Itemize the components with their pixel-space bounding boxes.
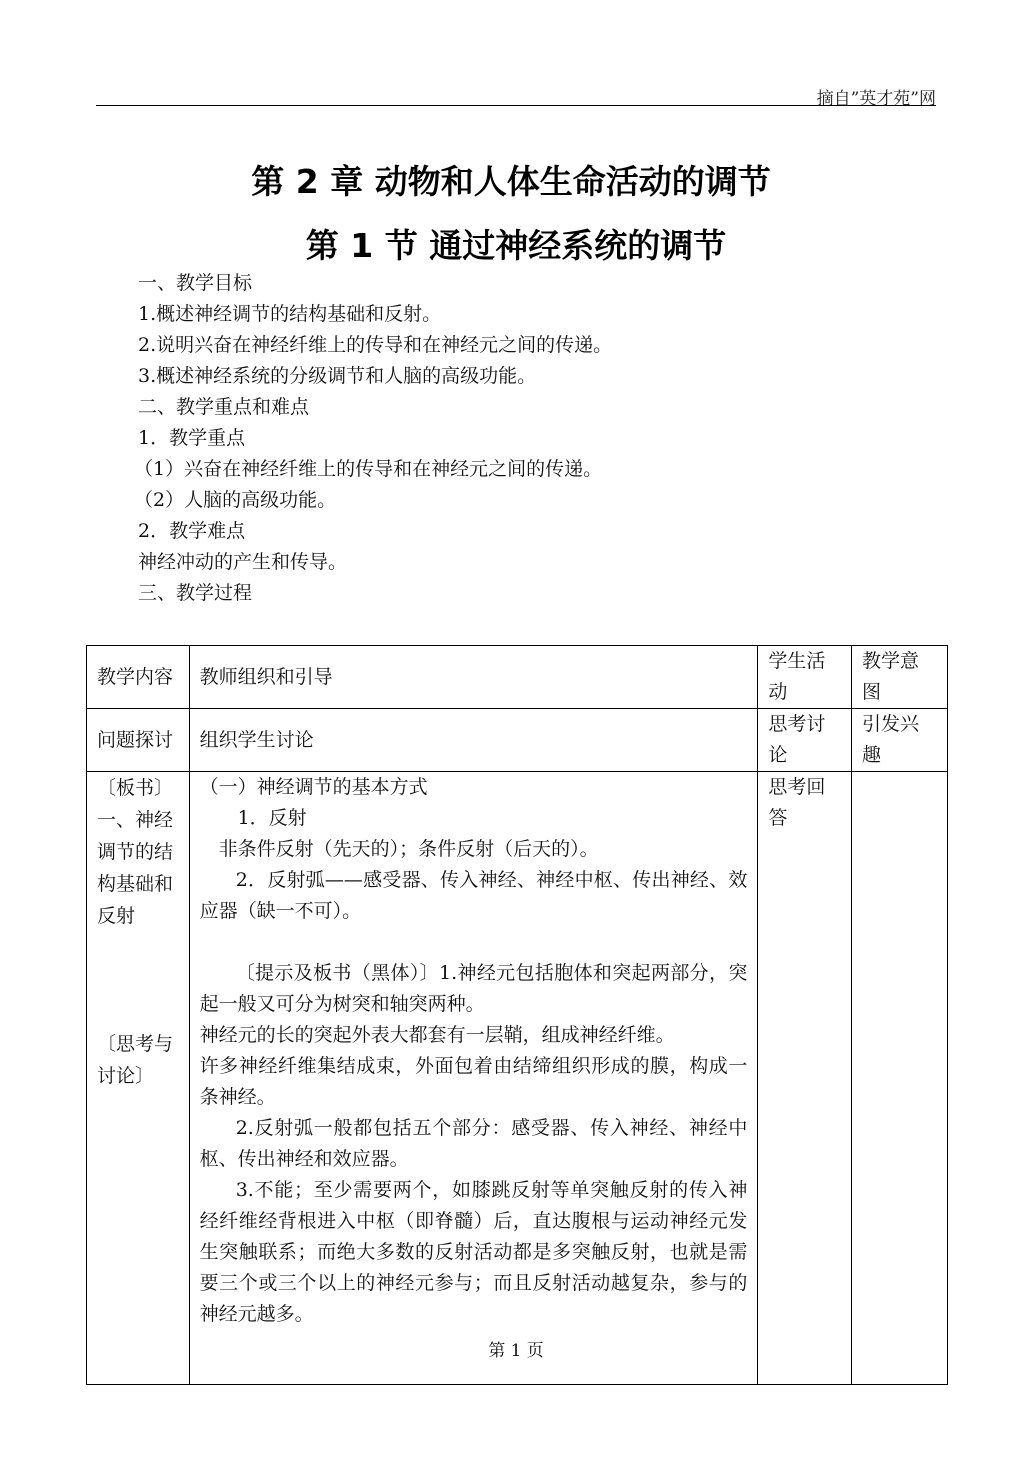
header-divider — [96, 105, 936, 106]
guide-paragraph: 非条件反射（先天的）；条件反射（后天的）。 — [218, 838, 599, 860]
page-number: 第 1 页 — [488, 1341, 544, 1361]
cell-student: 思考回答 — [758, 772, 852, 1385]
outline-item: （2）人脑的高级功能。 — [134, 489, 337, 511]
cell-student: 思考讨论 — [758, 709, 852, 772]
board-label: 〔板书〕 — [97, 777, 174, 799]
teaching-process-table — [86, 645, 948, 1385]
table-header-row — [87, 646, 948, 709]
guide-paragraph: 1．反射 — [237, 807, 307, 829]
content-line: 反射 — [97, 905, 136, 927]
table-row — [87, 709, 948, 772]
discussion-label: 〔思考与 — [97, 1033, 174, 1055]
cell-content — [87, 772, 190, 1385]
cell-guide: 组织学生讨论 — [189, 709, 758, 772]
teaching-outline — [134, 268, 613, 609]
cell-guide — [189, 772, 758, 1385]
guide-subheading: （一）神经调节的基本方式 — [199, 776, 428, 798]
header-cell-guide: 教师组织和引导 — [189, 646, 758, 709]
guide-paragraph: 神经元的长的突起外表大都套有一层鞘，组成神经纤维。 — [199, 1024, 675, 1046]
content-line: 一、神经 — [97, 809, 174, 831]
outline-item: （1）兴奋在神经纤维上的传导和在神经元之间的传递。 — [134, 458, 603, 480]
table-row — [87, 772, 948, 1385]
content-line: 调节的结 — [97, 841, 174, 863]
header-cell-intent: 教学意图 — [852, 646, 948, 709]
content-line: 构基础和 — [97, 873, 174, 895]
outline-item: 1.概述神经调节的结构基础和反射。 — [138, 303, 442, 325]
cell-intent: 引发兴趣 — [852, 709, 948, 772]
guide-paragraph: 〔提示及板书（黑体）〕1.神经元包括胞体和突起两部分，突起一般又可分为树突和轴突两种。 — [199, 962, 748, 1015]
outline-heading: 三、教学过程 — [138, 582, 253, 604]
header-cell-student: 学生活动 — [758, 646, 852, 709]
guide-paragraph: 2.反射弧一般都包括五个部分：感受器、传入神经、神经中枢、传出神经和效应器。 — [199, 1117, 748, 1170]
discussion-label: 讨论〕 — [97, 1065, 155, 1087]
cell-content: 问题探讨 — [87, 709, 190, 772]
guide-paragraph: 3.不能；至少需要两个，如膝跳反射等单突触反射的传入神经纤维经背根进入中枢（即脊髓）后，直达腹根与运动神经元发生突触联系；而绝大多数的反射活动都是多突触反射，也就是需要三个或三个以上的神经元参与；而且反射活动越复杂，参与的神经元越多。 — [199, 1179, 748, 1325]
outline-item: 神经冲动的产生和传导。 — [138, 551, 348, 573]
section-title: 第 1 节 通过神经系统的调节 — [305, 226, 727, 265]
guide-paragraph: 许多神经纤维集结成束，外面包着由结缔组织形成的膜，构成一条神经。 — [199, 1055, 748, 1108]
header-cell-content: 教学内容 — [87, 646, 190, 709]
outline-item: 1．教学重点 — [138, 427, 246, 449]
outline-heading: 一、教学目标 — [138, 272, 253, 294]
guide-paragraph: 2．反射弧——感受器、传入神经、神经中枢、传出神经、效应器（缺一不可）。 — [199, 869, 748, 922]
chapter-title: 第 2 章 动物和人体生命活动的调节 — [251, 162, 771, 201]
outline-heading: 二、教学重点和难点 — [138, 396, 310, 418]
cell-intent — [852, 772, 948, 1385]
outline-item: 3.概述神经系统的分级调节和人脑的高级功能。 — [138, 365, 537, 387]
outline-item: 2．教学难点 — [138, 520, 246, 542]
outline-item: 2.说明兴奋在神经纤维上的传导和在神经元之间的传递。 — [138, 334, 613, 356]
source-note: 摘自”英才苑”网 — [816, 89, 936, 109]
